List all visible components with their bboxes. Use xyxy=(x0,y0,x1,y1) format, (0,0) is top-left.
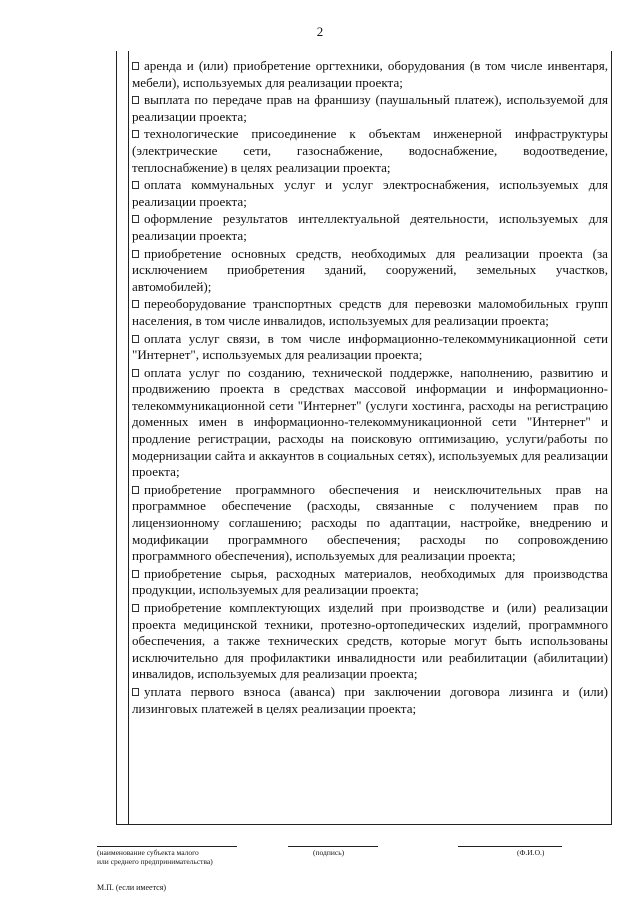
checkbox-icon[interactable] xyxy=(132,181,139,189)
checkbox-icon[interactable] xyxy=(132,369,139,377)
checkbox-icon[interactable] xyxy=(132,215,139,223)
checkbox-icon[interactable] xyxy=(132,130,139,138)
list-item: приобретение основных средств, необходимых для реализации проекта (за исключением приобретения зданий, сооружений, земельных участков, автомобилей); xyxy=(132,245,608,294)
page-number: 2 xyxy=(316,24,324,39)
list-item: приобретение программного обеспечения и неисключительных прав на программное обеспечение (расходы, связанные с получением прав по лицензионному соглашению; расходы по адаптации, настройке, внедрению и модификации программного обеспечения; расходы по сопровождению программного обеспечения), используемых для реализации проекта; xyxy=(132,481,608,564)
list-item: переоборудование транспортных средств для перевозки маломобильных групп населения, в том числе инвалидов, используемых для реализации проекта; xyxy=(132,296,608,328)
checkbox-icon[interactable] xyxy=(132,604,139,612)
list-item: оплата услуг связи, в том числе информационно-телекоммуникационной сети "Интернет", используемых для реализации проекта; xyxy=(132,330,608,363)
subject-caption: (наименование субъекта малого или среднего предпринимательства) xyxy=(97,848,213,866)
list-item: выплата по передаче прав на франшизу (паушальный платеж), используемой для реализации проекта; xyxy=(132,92,608,124)
list-item: технологические присоединение к объектам инженерной инфраструктуры (электрические сети, газоснабжение, водоснабжение, водоотведение, теплоснабжение) в целях реализации проекта; xyxy=(132,126,608,175)
list-item: оформление результатов интеллектуальной деятельности, используемых для реализации проекта; xyxy=(132,211,608,243)
list-item: приобретение сырья, расходных материалов, необходимых для производства продукции, используемых для реализации проекта; xyxy=(132,565,608,598)
checkbox-icon[interactable] xyxy=(132,486,139,494)
signature-caption: (подпись) xyxy=(313,848,345,857)
checkbox-icon[interactable] xyxy=(132,250,139,258)
checkbox-icon[interactable] xyxy=(132,62,139,70)
list-item: оплата услуг по созданию, технической поддержке, наполнению, развитию и продвижению проекта в средствах массовой информации и информационно-телекоммуникационной сети "Интернет" (услуги хостинга, расходы на регистрацию доменных имен в информационно-телекоммуникационной сети "Интернет" и продление регистрации, расходы на поисковую оптимизацию, услуги/работы по модернизации сайта и аккаунтов в социальных сетях), используемых для реализации проекта; xyxy=(132,364,608,480)
subject-signature-line xyxy=(97,846,237,847)
list-item: аренда и (или) приобретение оргтехники, оборудования (в том числе инвентаря, мебели), используемых для реализации проекта; xyxy=(132,58,608,90)
list-item: приобретение комплектующих изделий при производстве и (или) реализации проекта медицинской техники, протезно-ортопедических изделий, программного обеспечения, а также технических средств, которые могут быть использованы исключительно для профилактики инвалидности или реабилитации (абилитации) инвалидов, используемых для реализации проекта; xyxy=(132,600,608,682)
checkbox-icon[interactable] xyxy=(132,300,139,308)
checkbox-icon[interactable] xyxy=(132,335,139,343)
stamp-placeholder: М.П. (если имеется) xyxy=(97,883,167,892)
checkbox-icon[interactable] xyxy=(132,688,139,696)
checkbox-icon[interactable] xyxy=(132,96,139,104)
list-item: уплата первого взноса (аванса) при заключении договора лизинга и (или) лизинговых платежей в целях реализации проекта; xyxy=(132,683,608,716)
table-column-divider xyxy=(128,51,129,825)
expense-list xyxy=(132,58,608,718)
list-item: оплата коммунальных услуг и услуг электроснабжения, используемых для реализации проекта; xyxy=(132,177,608,209)
checkbox-icon[interactable] xyxy=(132,570,139,578)
signature-line xyxy=(288,846,378,847)
name-caption: (Ф.И.О.) xyxy=(517,848,545,857)
name-line xyxy=(458,846,562,847)
